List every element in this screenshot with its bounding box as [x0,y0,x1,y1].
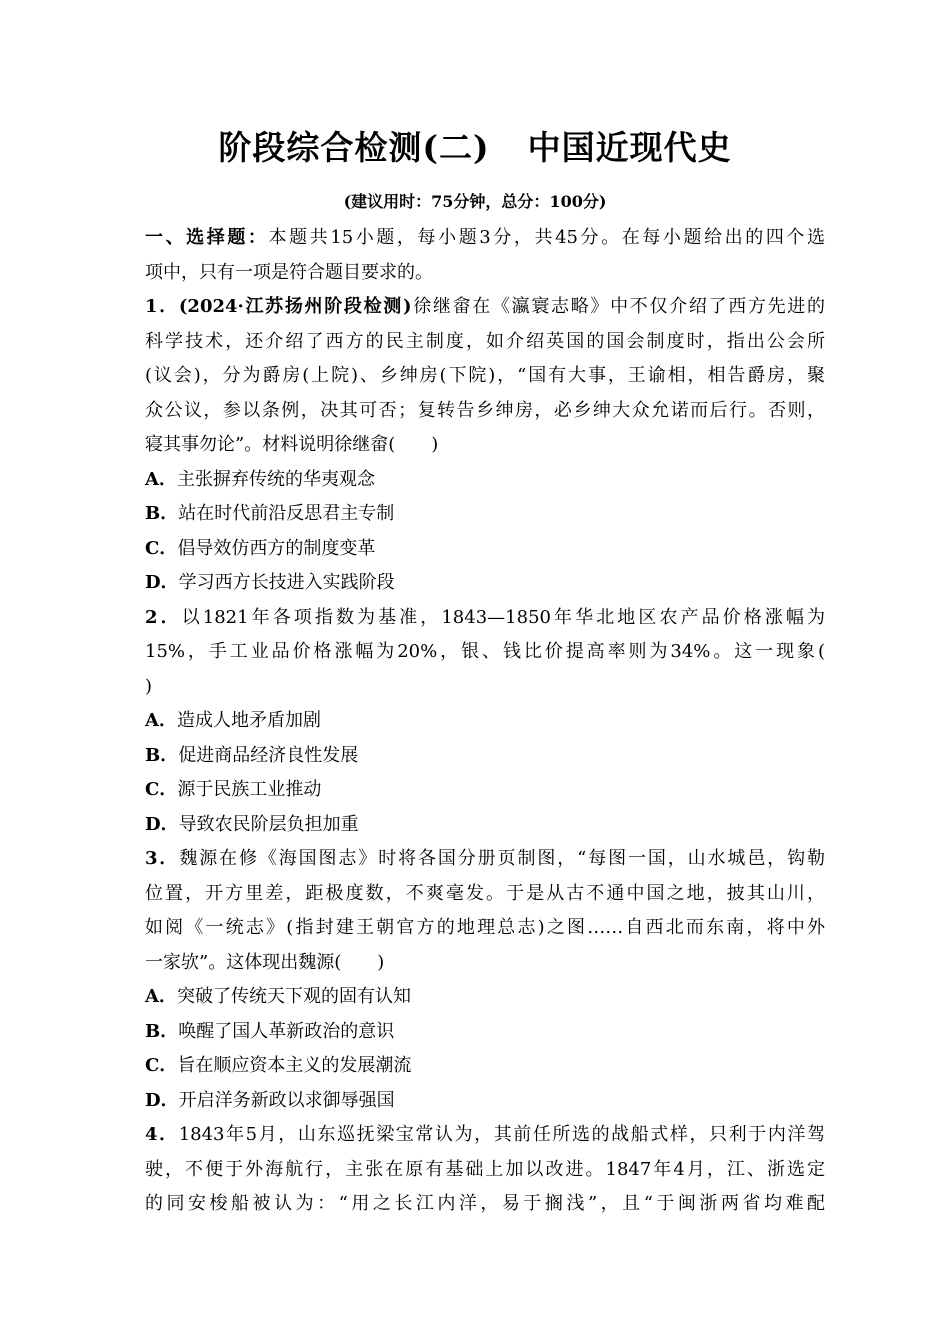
question-text: 以1821年各项指数为基准，1843—1850年华北地区农产品价格涨幅为 [181,606,825,628]
question-line: 众公议，参以条例，决其可否；复转告乡绅房，必乡绅大众允诺而后行。否则， [145,399,825,421]
question-3 [145,842,825,1118]
page-title [0,122,950,169]
question-4 [145,1118,825,1222]
question-number: 4． [145,1124,179,1145]
question-1 [145,290,825,601]
option-d[interactable] [145,808,825,843]
question-line [145,290,825,325]
option-label: A． [145,710,177,731]
question-line [145,1118,825,1153]
question-text: 1843年5月，山东巡抚梁宝常认为，其前任所选的战船式样，只利于内洋驾 [178,1124,825,1145]
option-label: B． [145,503,179,524]
exam-content [145,221,825,1222]
question-line [145,842,825,877]
question-text: 徐继畲在《瀛寰志略》中不仅介绍了西方先进的 [411,296,825,317]
option-label: C． [145,537,178,559]
title-main: 阶段综合检测(二) [218,128,490,167]
question-line: 15%，手工业品价格涨幅为20%，银、钱比价提高率则为34%。这一现象( [145,641,825,662]
option-label: A． [145,986,177,1007]
option-label: C． [145,1055,178,1076]
option-label: D． [145,1089,179,1111]
question-line [145,601,825,636]
option-label: C． [145,779,178,800]
option-a[interactable] [145,980,825,1015]
question-line: 如阅《一统志》(指封建王朝官方的地理总志)之图……自西北而东南，将中外 [145,917,825,938]
section-intro-line-2: 项中，只有一项是符合题目要求的。 [145,261,433,283]
question-source: (2024·江苏扬州阶段检测) [178,296,412,317]
option-text: 旨在顺应资本主义的发展潮流 [177,1055,412,1076]
option-b[interactable] [145,1015,825,1050]
question-line: 寝其事勿论”。材料说明徐继畲( ) [145,434,439,455]
option-text: 主张摒弃传统的华夷观念 [176,468,375,490]
option-label: D． [145,572,179,593]
option-text: 突破了传统天下观的固有认知 [176,986,411,1007]
option-text: 倡导效仿西方的制度变革 [177,537,376,559]
question-line: (议会)，分为爵房(上院)、乡绅房(下院)，“国有大事，王谕相，相告爵房，聚 [145,365,825,386]
title-sub: 中国近现代史 [527,128,732,167]
question-text: 魏源在修《海国图志》时将各国分册页制图，“每图一国，山水城邑，钩勒 [179,848,825,869]
option-b[interactable] [145,497,825,532]
option-text: 促进商品经济良性发展 [178,744,359,766]
option-text: 导致农民阶层负担加重 [178,813,359,835]
question-line: 驶，不便于外海航行，主张在原有基础上加以改进。1847年4月，江、浙选定 [145,1158,825,1180]
option-a[interactable] [145,704,825,739]
option-text: 开启洋务新政以求御辱强国 [178,1089,395,1111]
option-d[interactable] [145,1084,825,1119]
section-intro-text-1: 本题共15小题，每小题3分，共45分。在每小题给出的四个选 [268,227,825,248]
option-text: 造成人地矛盾加剧 [176,710,321,731]
option-label: B． [145,744,179,766]
question-number: 1． [145,296,179,317]
option-text: 唤醒了国人革新政治的意识 [178,1020,395,1042]
question-line: ) [145,675,153,697]
section-heading: 一、选择题： [145,227,269,248]
question-line: 的同安梭船被认为：“用之长江内洋，易于搁浅”，且“于闽浙两省均难配 [145,1193,825,1214]
option-d[interactable] [145,566,825,601]
section-intro-line-1 [145,221,825,256]
option-c[interactable] [145,1049,825,1084]
option-a[interactable] [145,463,825,498]
option-b[interactable] [145,739,825,774]
question-number: 2． [145,606,182,628]
option-label: D． [145,813,179,835]
option-text: 学习西方长技进入实践阶段 [178,572,395,593]
question-line: 位置，开方里差，距极度数，不爽毫发。于是从古不通中国之地，披其山川， [145,882,825,904]
option-text: 站在时代前沿反思君主专制 [178,503,395,524]
option-label: B． [145,1020,179,1042]
question-number: 3． [145,848,180,869]
option-text: 源于民族工业推动 [177,779,322,800]
question-line: 一家欤”。这体现出魏源( ) [145,951,385,973]
option-label: A． [145,468,177,490]
option-c[interactable] [145,773,825,808]
question-2 [145,601,825,843]
option-c[interactable] [145,532,825,567]
question-line: 科学技术，还介绍了西方的民主制度，如介绍英国的国会制度时，指出公会所 [145,330,825,352]
time-score-note: (建议用时：75分钟，总分：100分) [343,192,607,211]
